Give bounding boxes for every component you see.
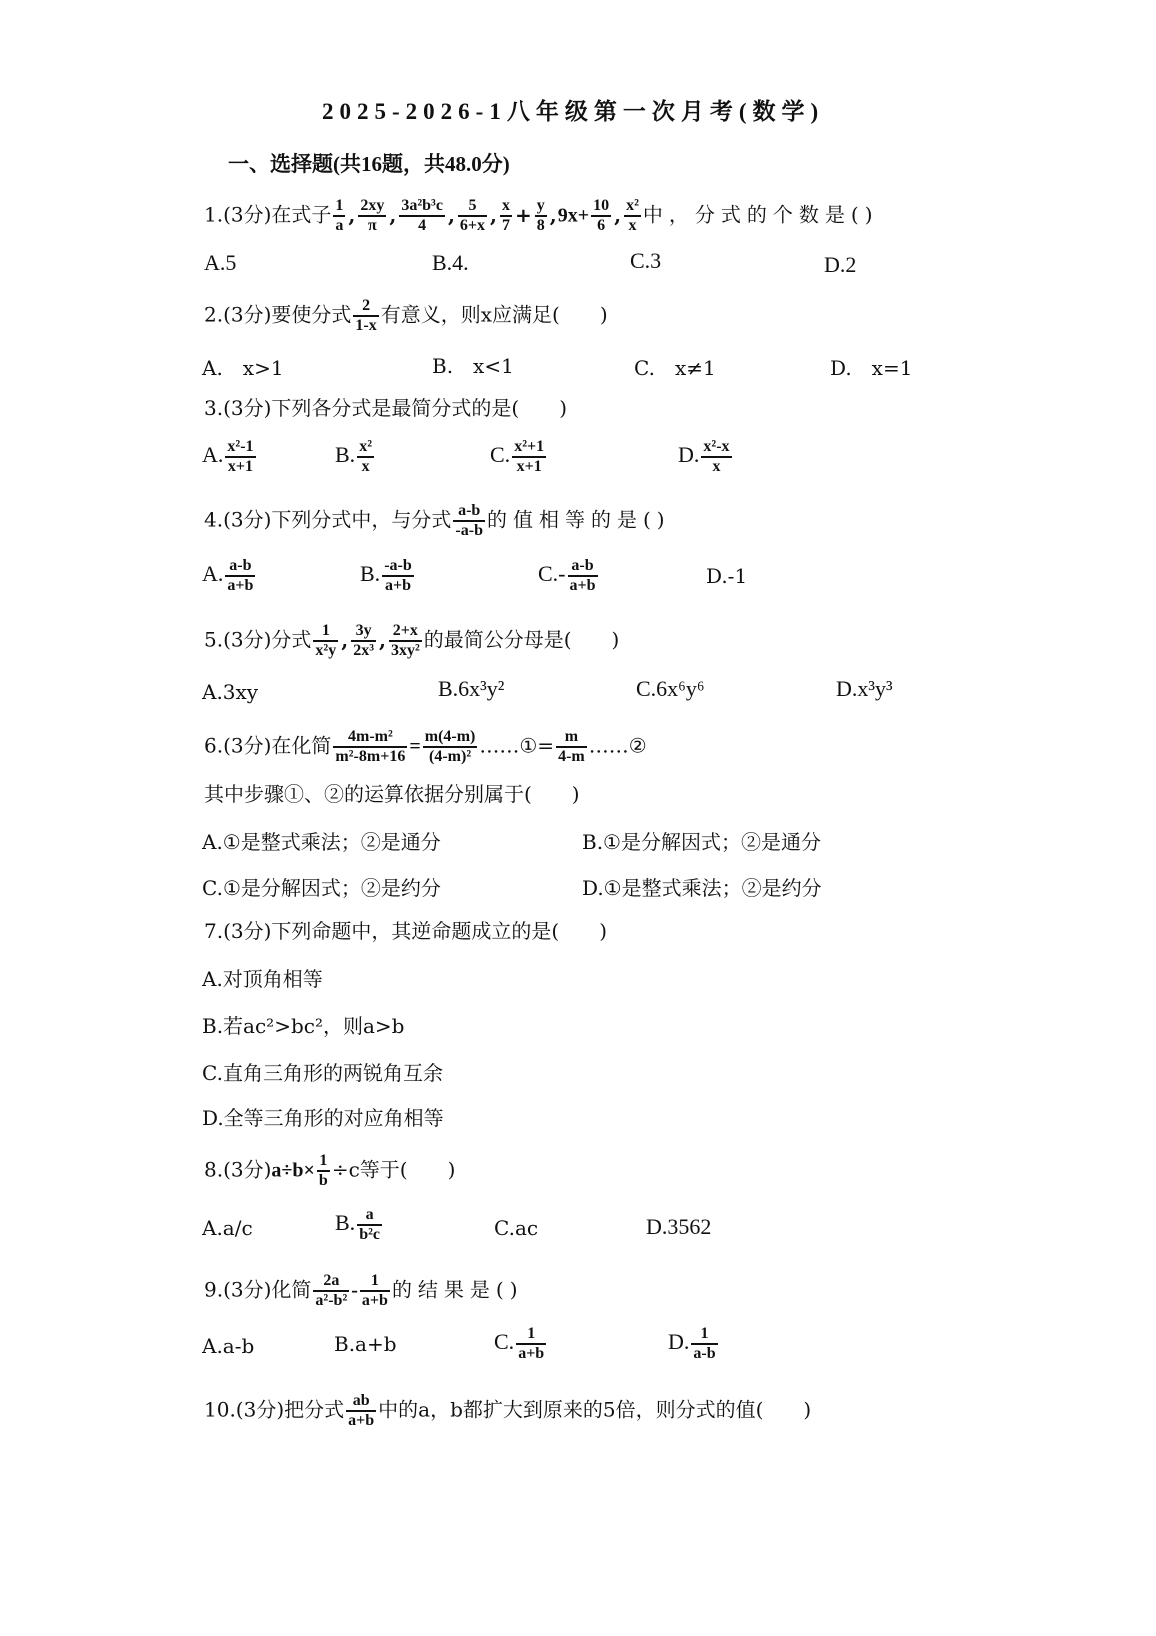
q6-step-2: ……② [588,733,647,758]
q5-frac-3: $\frac{2+x}{\text{3xy²}}$ [390,622,420,659]
q9-option-b[interactable]: B.a+b [334,1332,397,1356]
q3-option-c[interactable]: C. $\frac{\text{x²+1}}{x+1}$ [490,438,545,475]
q1-tail: 中，分式的个数是() [642,202,879,227]
q6-option-c[interactable]: C.①是分解因式；②是约分 [202,876,441,900]
q9-frac-1: $\frac{2a}{\text{a²-b²}}$ [315,1272,348,1309]
q2-option-d[interactable]: D. x=1 [830,356,913,380]
q2-stem: 2.(3分)要使分式 [204,302,352,327]
q1-option-a[interactable]: A.5 [204,250,237,275]
q3-frac-a: $\frac{\text{x²-1}}{x+1}$ [227,438,254,475]
section-heading: 一、选择题(共16题，共48.0分) [228,152,510,176]
q7-option-c[interactable]: C.直角三角形的两锐角互余 [202,1061,443,1085]
q8-option-b[interactable]: B. $\frac{a}{\text{b²c}}$ [335,1206,380,1243]
q8-stem: 8.(3分) [204,1157,272,1182]
q9-frac-d: $\frac{1}{a-b}$ [693,1325,716,1362]
q8-option-d[interactable]: D.3562 [646,1214,712,1239]
q2-tail: 有意义，则x应满足( ) [380,302,608,327]
q8-expr: a÷b× [271,1159,315,1182]
q9-option-a[interactable]: A.a-b [202,1334,255,1358]
q4-option-a[interactable]: A. $\frac{a-b}{a+b}$ [202,557,254,594]
q10-tail: 中的a，b都扩大到原来的5倍，则分式的值( ) [378,1397,812,1422]
q2-option-b[interactable]: B. x<1 [432,354,514,378]
question-3: 3.(3分)下列各分式是最简分式的是( ) [204,396,568,420]
q6-frac-1: $\frac{\text{4m-m²}}{\text{m²-8m+16}}$ [335,728,406,765]
q4-option-d[interactable]: D.-1 [706,564,748,588]
q6-step-1: ……①= [479,733,555,758]
q1-frac-6: $\frac{10}{6}$ [593,197,610,234]
q3-frac-c: $\frac{\text{x²+1}}{x+1}$ [514,438,545,475]
q1-frac-2: $\frac{2xy}{\pi}$ [360,197,385,234]
q2-option-c[interactable]: C. x≠1 [634,356,716,380]
q7-option-b[interactable]: B.若ac²>bc²，则a>b [202,1014,405,1038]
q3-frac-d: $\frac{\text{x²-x}}{x}$ [703,438,730,475]
q9-stem: 9.(3分)化简 [204,1277,312,1302]
q4-tail: 的值相等的是() [486,507,671,532]
q4-frac: $\frac{a-b}{-a-b}$ [455,502,483,539]
q2-option-a[interactable]: A. x>1 [202,356,284,380]
q6-frac-3: $\frac{m}{4-m}$ [558,728,585,765]
q4-option-b[interactable]: B. $\frac{-a-b}{a+b}$ [360,557,412,594]
q2-frac: $\frac{2}{1-x}$ [355,297,377,334]
q3-option-b[interactable]: B. $\frac{\text{x²}}{x}$ [335,438,372,475]
q4-frac-c: $\frac{a-b}{a+b}$ [569,557,596,594]
question-4 [204,502,671,540]
q3-frac-b: $\frac{\text{x²}}{x}$ [359,438,372,475]
q8-frac: $\frac{1}{b}$ [318,1152,328,1189]
question-1: 1.(3分)在式子 $\frac{1}{a}$ , $\frac{2xy}{\pi}$ , $\frac{\text{3a²b³c}}{4}$ , $\frac{5}{6+x}$ , $\frac{x}{7}$ + $\frac{y}{8}$ ,9x+ $\frac{10}{6}$ , $\frac{\text{x²}}{x}$ 中，分式的个数是() [204,197,879,234]
q9-tail: 的结果是() [391,1277,524,1302]
page-title: 2025-2026-1八年级第一次月考(数学) [322,99,825,124]
q1-frac-5a: $\frac{x}{7}$ [502,197,511,234]
q6-option-a[interactable]: A.①是整式乘法；②是通分 [202,830,441,854]
q10-stem: 10.(3分)把分式 [204,1397,345,1422]
q8-frac-b: $\frac{a}{\text{b²c}}$ [359,1206,380,1243]
question-7: 7.(3分)下列命题中，其逆命题成立的是( ) [204,919,608,943]
q10-frac: $\frac{ab}{a+b}$ [348,1392,375,1429]
q6-option-d[interactable]: D.①是整式乘法；②是约分 [582,876,822,900]
q7-option-a[interactable]: A.对顶角相等 [202,967,323,991]
q7-option-d[interactable]: D.全等三角形的对应角相等 [202,1106,444,1130]
q6-frac-2: $\frac{m(4-m)}{\text{(4-m)²}}$ [424,728,476,765]
q9-frac-2: $\frac{1}{a+b}$ [361,1272,388,1309]
q4-stem: 4.(3分)下列分式中，与分式 [204,507,452,532]
q6-stem: 6.(3分)在化简 [204,733,332,758]
question-9: 9.(3分)化简 $\frac{2a}{\text{a²-b²}}$ - $\frac{1}{a+b}$ 的结果是() [204,1272,524,1309]
q1-stem: 1.(3分)在式子 [204,202,332,227]
q6-option-b[interactable]: B.①是分解因式；②是通分 [582,830,821,854]
q5-option-b[interactable]: B.6x³y² [438,676,505,701]
question-6: 6.(3分)在化简 $\frac{\text{4m-m²}}{\text{m²-8m+16}}$ = $\frac{m(4-m)}{\text{(4-m)²}}$ ……①= $\frac{m}{4-m}$ ……② [204,728,647,765]
question-2 [204,297,608,335]
q1-frac-4: $\frac{5}{6+x}$ [459,197,486,234]
q5-option-d[interactable]: D.x³y³ [836,676,893,701]
q1-frac-1: $\frac{1}{a}$ [335,197,344,234]
q9-option-d[interactable]: D. $\frac{1}{a-b}$ [668,1325,716,1362]
q1-frac-5b: $\frac{y}{8}$ [536,197,545,234]
q1-term-6: 9x+ [557,204,590,227]
q4-option-c[interactable]: C.- $\frac{a-b}{a+b}$ [538,557,596,594]
q5-option-c[interactable]: C.6x⁶y⁶ [636,676,705,701]
q1-frac-3: $\frac{\text{3a²b³c}}{4}$ [401,197,443,234]
q9-frac-c: $\frac{1}{a+b}$ [518,1325,545,1362]
q5-option-a[interactable]: A.3xy [202,680,259,704]
q5-frac-2: $\frac{3y}{\text{2x³}}$ [353,622,374,659]
question-5: 5.(3分)分式 $\frac{1}{\text{x²y}}$ , $\frac{3y}{\text{2x³}}$ , $\frac{2+x}{\text{3xy²}}$ 的最简公分母是( ) [204,622,620,659]
q3-option-a[interactable]: A. $\frac{\text{x²-1}}{x+1}$ [202,438,254,475]
q1-option-b[interactable]: B.4. [432,250,469,275]
q5-stem: 5.(3分)分式 [204,627,312,652]
q8-option-a[interactable]: A.a/c [202,1216,253,1240]
q3-option-d[interactable]: D. $\frac{\text{x²-x}}{x}$ [678,438,730,475]
q4-frac-b: $\frac{-a-b}{a+b}$ [384,557,412,594]
q9-option-c[interactable]: C. $\frac{1}{a+b}$ [494,1325,545,1362]
question-10 [204,1392,811,1430]
q1-option-d[interactable]: D.2 [824,252,857,277]
q8-tail: 等于( ) [359,1157,456,1182]
q4-frac-a: $\frac{a-b}{a+b}$ [227,557,254,594]
q1-frac-7: $\frac{\text{x²}}{x}$ [626,197,639,234]
q1-option-c[interactable]: C.3 [630,248,662,273]
q6-line-2: 其中步骤①、②的运算依据分别属于( ) [204,782,580,806]
q5-tail: 的最简公分母是( ) [423,627,620,652]
question-8: 8.(3分)a÷b× $\frac{1}{b}$ ÷c等于( ) [204,1152,456,1189]
q8-option-c[interactable]: C.ac [494,1216,539,1240]
q5-frac-1: $\frac{1}{\text{x²y}}$ [315,622,337,659]
